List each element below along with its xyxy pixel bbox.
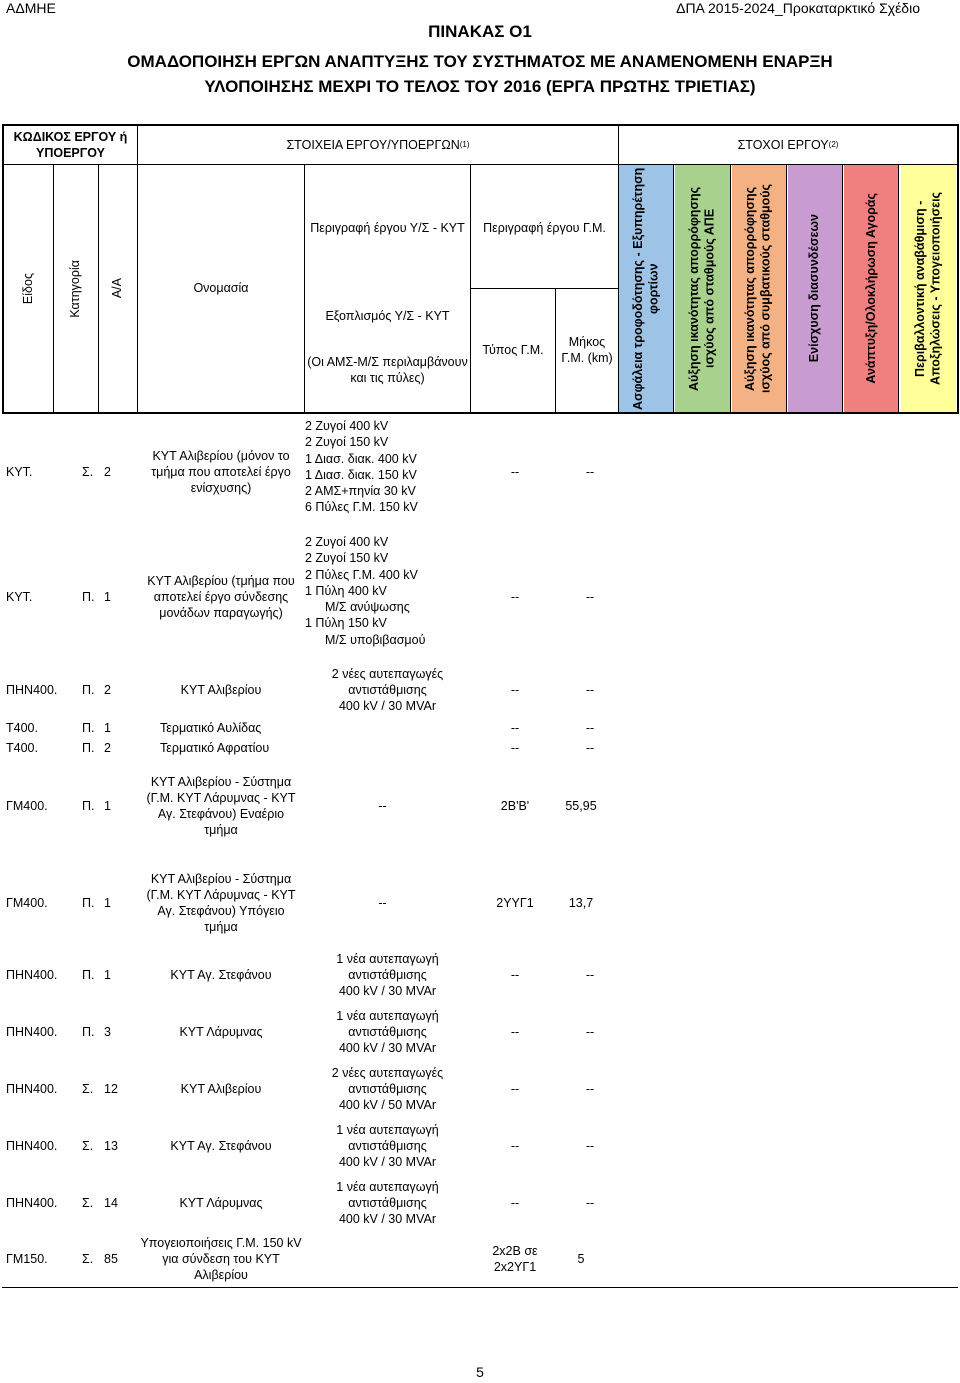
row-category: Π.: [82, 1024, 95, 1039]
row-equipment: [305, 1176, 470, 1230]
row-equipment: [305, 948, 470, 1002]
equipment-line: 400 kV / 30 MVAr: [338, 1155, 437, 1170]
data-group-sup: (1): [459, 139, 470, 149]
goals-group-label: ΣΤΟΧΟΙ ΕΡΓΟΥ: [737, 137, 829, 152]
col-line-length: Μήκος Γ.Μ. (km): [561, 334, 613, 365]
row-type: Τ400.: [6, 720, 38, 735]
equipment-line: 1 νέα αυτεπαγωγή: [336, 951, 439, 966]
row-type: ΓΜ400.: [6, 798, 48, 813]
row-line-type: --: [510, 589, 520, 604]
row-aa: 1: [104, 895, 111, 910]
row-line-length: --: [585, 720, 595, 735]
row-line-type: --: [510, 1138, 520, 1153]
equipment-line: 6 Πύλες Γ.Μ. 150 kV: [305, 500, 418, 515]
row-aa: 3: [104, 1024, 111, 1039]
equipment-line: 2 Ζυγοί 400 kV: [305, 535, 389, 549]
row-name: ΚΥΤ Αγ. Στεφάνου: [170, 967, 272, 982]
data-group-label: ΣΤΟΙΧΕΙΑ ΕΡΓΟΥ/ΥΠΟΕΡΓΩΝ: [286, 137, 460, 152]
row-type: ΠΗΝ400.: [6, 967, 58, 982]
equipment-line: αντιστάθμισης: [348, 682, 427, 697]
row-type: ΠΗΝ400.: [6, 682, 58, 697]
row-line-type: 2Β'Β': [500, 798, 530, 813]
row-category: Σ.: [82, 464, 94, 479]
row-type: ΠΗΝ400.: [6, 1024, 58, 1039]
goal-header-3: Αύξηση ικανότητας απορρόφησης ισχύος από συμβατικούς σταθμούς: [732, 165, 787, 412]
row-line-type: --: [510, 464, 520, 479]
row-equipment: [305, 1119, 470, 1173]
equipment-line: 400 kV / 30 MVAr: [338, 1041, 437, 1056]
equipment-line: 400 kV / 30 MVAr: [338, 1212, 437, 1227]
row-line-type: 2x2Β σε 2x2ΥΓ1: [492, 1243, 538, 1274]
row-aa: 1: [104, 798, 111, 813]
row-category: Π.: [82, 798, 95, 813]
equipment-line: αντιστάθμισης: [348, 1024, 427, 1039]
equipment-line: 1 Πύλη 150 kV: [305, 616, 387, 631]
row-aa: 1: [104, 720, 111, 735]
col-category-header: Κατηγορία: [68, 259, 83, 318]
row-type: ΚΥΤ.: [6, 464, 33, 479]
row-equipment: [305, 1062, 470, 1116]
row-line-type: --: [510, 967, 520, 982]
row-type: ΠΗΝ400.: [6, 1081, 58, 1096]
row-aa: 13: [104, 1138, 118, 1153]
row-name: ΚΥΤ Λάρυμνας: [179, 1024, 263, 1039]
row-name: ΚΥΤ Λάρυμνας: [179, 1195, 263, 1210]
data-group-header: [138, 126, 618, 164]
row-line-type: 2ΥΥΓ1: [496, 895, 534, 910]
equipment-line: 2 νέες αυτεπαγωγές: [331, 666, 444, 681]
equipment-line: Μ/Σ υποβιβασμού: [325, 632, 426, 647]
table-row: [0, 718, 960, 738]
page-header-doc: ΔΠΑ 2015-2024_Προκαταρκτικό Σχέδιο: [676, 0, 920, 16]
col-desc-note: (Οι ΑΜΣ-Μ/Σ περιλαμβάνουν και τις πύλες): [307, 354, 468, 385]
row-category: Σ.: [82, 1195, 94, 1210]
row-category: Π.: [82, 682, 95, 697]
row-category: Σ.: [82, 1081, 94, 1096]
equipment-line: 2 Ζυγοί 400 kV: [305, 419, 389, 433]
col-name-header: Ονομασία: [193, 281, 249, 296]
table-row: [0, 738, 960, 758]
row-aa: 1: [104, 589, 111, 604]
row-line-type: --: [510, 720, 520, 735]
equipment-line: 1 Διασ. διακ. 400 kV: [305, 451, 417, 466]
table-subtitle-2: ΥΛΟΠΟΙΗΣΗΣ ΜΕΧΡΙ ΤΟ ΤΕΛΟΣ ΤΟΥ 2016 (ΕΡΓΑ ΠΡΩΤΗΣ ΤΡΙΕΤΙΑΣ): [204, 77, 756, 96]
row-line-length: 13,7: [568, 895, 594, 910]
table-bottom-border: [2, 1287, 958, 1288]
equipment-line: 2 Πύλες Γ.Μ. 400 kV: [305, 567, 418, 582]
row-name: ΚΥΤ Αλιβερίου (μόνον το τμήμα που αποτελεί έργο ενίσχυσης): [151, 448, 291, 496]
row-aa: 14: [104, 1195, 118, 1210]
row-category: Π.: [82, 740, 95, 755]
goal-header-6: Περιβαλλοντική αναβάθμιση - Αποξηλώσεις - Υπογειοποιήσεις: [901, 165, 956, 412]
row-line-length: --: [585, 967, 595, 982]
row-type: ΓΜ150.: [6, 1251, 48, 1266]
row-category: Σ.: [82, 1251, 94, 1266]
row-name: ΚΥΤ Αγ. Στεφάνου: [170, 1138, 272, 1153]
equipment-line: 2 ΑΜΣ+πηνία 30 kV: [305, 484, 416, 498]
row-aa: 2: [104, 682, 111, 697]
equipment-line: Μ/Σ ανύψωσης: [325, 600, 410, 614]
table-subtitle-1: ΟΜΑΔΟΠΟΙΗΣΗ ΕΡΓΩΝ ΑΝΑΠΤΥΞΗΣ ΤΟΥ ΣΥΣΤΗΜΑΤΟΣ ΜΕ ΑΝΑΜΕΝΟΜΕΝΗ ΕΝΑΡΞΗ: [127, 52, 833, 71]
equipment-line: 400 kV / 50 MVAr: [338, 1098, 437, 1113]
row-type: ΚΥΤ.: [6, 589, 33, 604]
equipment-line: αντιστάθμισης: [348, 1138, 427, 1153]
row-aa: 85: [104, 1251, 118, 1266]
row-equipment: [300, 767, 465, 845]
col-desc-sub: Εξοπλισμός Υ/Σ - ΚΥΤ: [325, 308, 450, 323]
row-aa: 1: [104, 967, 111, 982]
row-type: ΠΗΝ400.: [6, 1195, 58, 1210]
row-aa: 12: [104, 1081, 118, 1096]
row-equipment: [305, 1005, 470, 1059]
goal-header-2: Αύξηση ικανότητας απορρόφησης ισχύος από σταθμούς ΑΠΕ: [675, 165, 730, 412]
row-line-length: --: [585, 464, 595, 479]
row-line-length: --: [585, 682, 595, 697]
row-name: Υπογειοποιήσεις Γ.Μ. 150 kV για σύνδεση του ΚΥΤ Αλιβερίου: [140, 1235, 302, 1283]
row-line-length: --: [585, 1081, 595, 1096]
row-equipment: [305, 534, 470, 660]
row-category: Π.: [82, 895, 95, 910]
equipment-line: 1 νέα αυτεπαγωγή: [336, 1179, 439, 1194]
row-name: Τερματικό Αφρατίου: [160, 740, 270, 755]
equipment-line: --: [378, 798, 387, 813]
row-aa: 2: [104, 464, 111, 479]
row-line-type: --: [510, 1081, 520, 1096]
equipment-line: 1 νέα αυτεπαγωγή: [336, 1008, 439, 1023]
equipment-line: 2 Ζυγοί 150 kV: [305, 435, 389, 450]
col-line-title: Περιγραφή έργου Γ.Μ.: [483, 220, 606, 235]
row-equipment: [300, 864, 465, 942]
row-line-length: --: [585, 1138, 595, 1153]
row-category: Σ.: [82, 1138, 94, 1153]
row-line-length: --: [585, 1024, 595, 1039]
goal-header-1: Ασφάλεια τροφοδότησης - Εξυπηρέτηση φορτίων: [619, 165, 674, 412]
row-line-length: --: [585, 1195, 595, 1210]
row-type: ΓΜ400.: [6, 895, 48, 910]
equipment-line: 400 kV / 30 MVAr: [338, 984, 437, 999]
row-line-length: 5: [577, 1251, 585, 1266]
row-category: Π.: [82, 589, 95, 604]
goal-header-5: Ανάπτυξη/Ολοκλήρωση Αγοράς: [844, 165, 899, 412]
page-header-org: ΑΔΜΗΕ: [6, 0, 56, 16]
row-line-length: --: [585, 740, 595, 755]
row-name: ΚΥΤ Αλιβερίου (τμήμα που αποτελεί έργο σύνδεσης μονάδων παραγωγής): [147, 573, 295, 621]
equipment-line: 400 kV / 30 MVAr: [338, 699, 437, 714]
row-aa: 2: [104, 740, 111, 755]
row-name: ΚΥΤ Αλιβερίου: [180, 682, 262, 697]
equipment-line: 1 Διασ. διακ. 150 kV: [305, 467, 417, 482]
row-name: Τερματικό Αυλίδας: [160, 720, 262, 735]
row-category: Π.: [82, 720, 95, 735]
row-line-type: --: [510, 1024, 520, 1039]
equipment-line: 2 νέες αυτεπαγωγές: [331, 1065, 444, 1080]
col-type-header: Είδος: [20, 272, 35, 305]
row-name: ΚΥΤ Αλιβερίου - Σύστημα (Γ.Μ. ΚΥΤ Λάρυμνας - ΚΥΤ Αγ. Στεφάνου) Εναέριο τμήμα: [146, 774, 296, 838]
goals-group-header: [619, 126, 957, 164]
goal-header-4: Ενίσχυση διασυνδέσεων: [788, 165, 843, 412]
row-name: ΚΥΤ Αλιβερίου: [180, 1081, 262, 1096]
row-line-type: --: [510, 682, 520, 697]
goals-group-sup: (2): [828, 139, 839, 149]
row-name: ΚΥΤ Αλιβερίου - Σύστημα (Γ.Μ. ΚΥΤ Λάρυμνας - ΚΥΤ Αγ. Στεφάνου) Υπόγειο τμήμα: [146, 871, 296, 935]
row-equipment: [305, 664, 470, 716]
row-equipment: [305, 418, 470, 526]
equipment-line: --: [378, 895, 387, 910]
row-type: ΠΗΝ400.: [6, 1138, 58, 1153]
equipment-line: 2 Ζυγοί 150 kV: [305, 551, 389, 566]
row-line-type: --: [510, 1195, 520, 1210]
equipment-line: αντιστάθμισης: [348, 1195, 427, 1210]
row-line-type: --: [510, 740, 520, 755]
col-line-type: Τύπος Γ.Μ.: [482, 342, 544, 357]
row-line-length: 55,95: [565, 798, 597, 813]
row-type: Τ400.: [6, 740, 38, 755]
row-line-length: --: [585, 589, 595, 604]
row-category: Π.: [82, 967, 95, 982]
col-aa-header: Α/Α: [110, 278, 125, 299]
code-group-header: ΚΩΔΙΚΟΣ ΕΡΓΟΥ ή ΥΠΟΕΡΓΟΥ: [13, 129, 128, 160]
equipment-line: 1 νέα αυτεπαγωγή: [336, 1122, 439, 1137]
page-number: 5: [476, 1364, 484, 1380]
equipment-line: 1 Πύλη 400 kV: [305, 583, 387, 598]
col-desc-title: Περιγραφή έργου Υ/Σ - ΚΥΤ: [310, 220, 465, 235]
table-title: ΠΙΝΑΚΑΣ Ο1: [428, 22, 532, 41]
equipment-line: αντιστάθμισης: [348, 967, 427, 982]
equipment-line: αντιστάθμισης: [348, 1081, 427, 1096]
